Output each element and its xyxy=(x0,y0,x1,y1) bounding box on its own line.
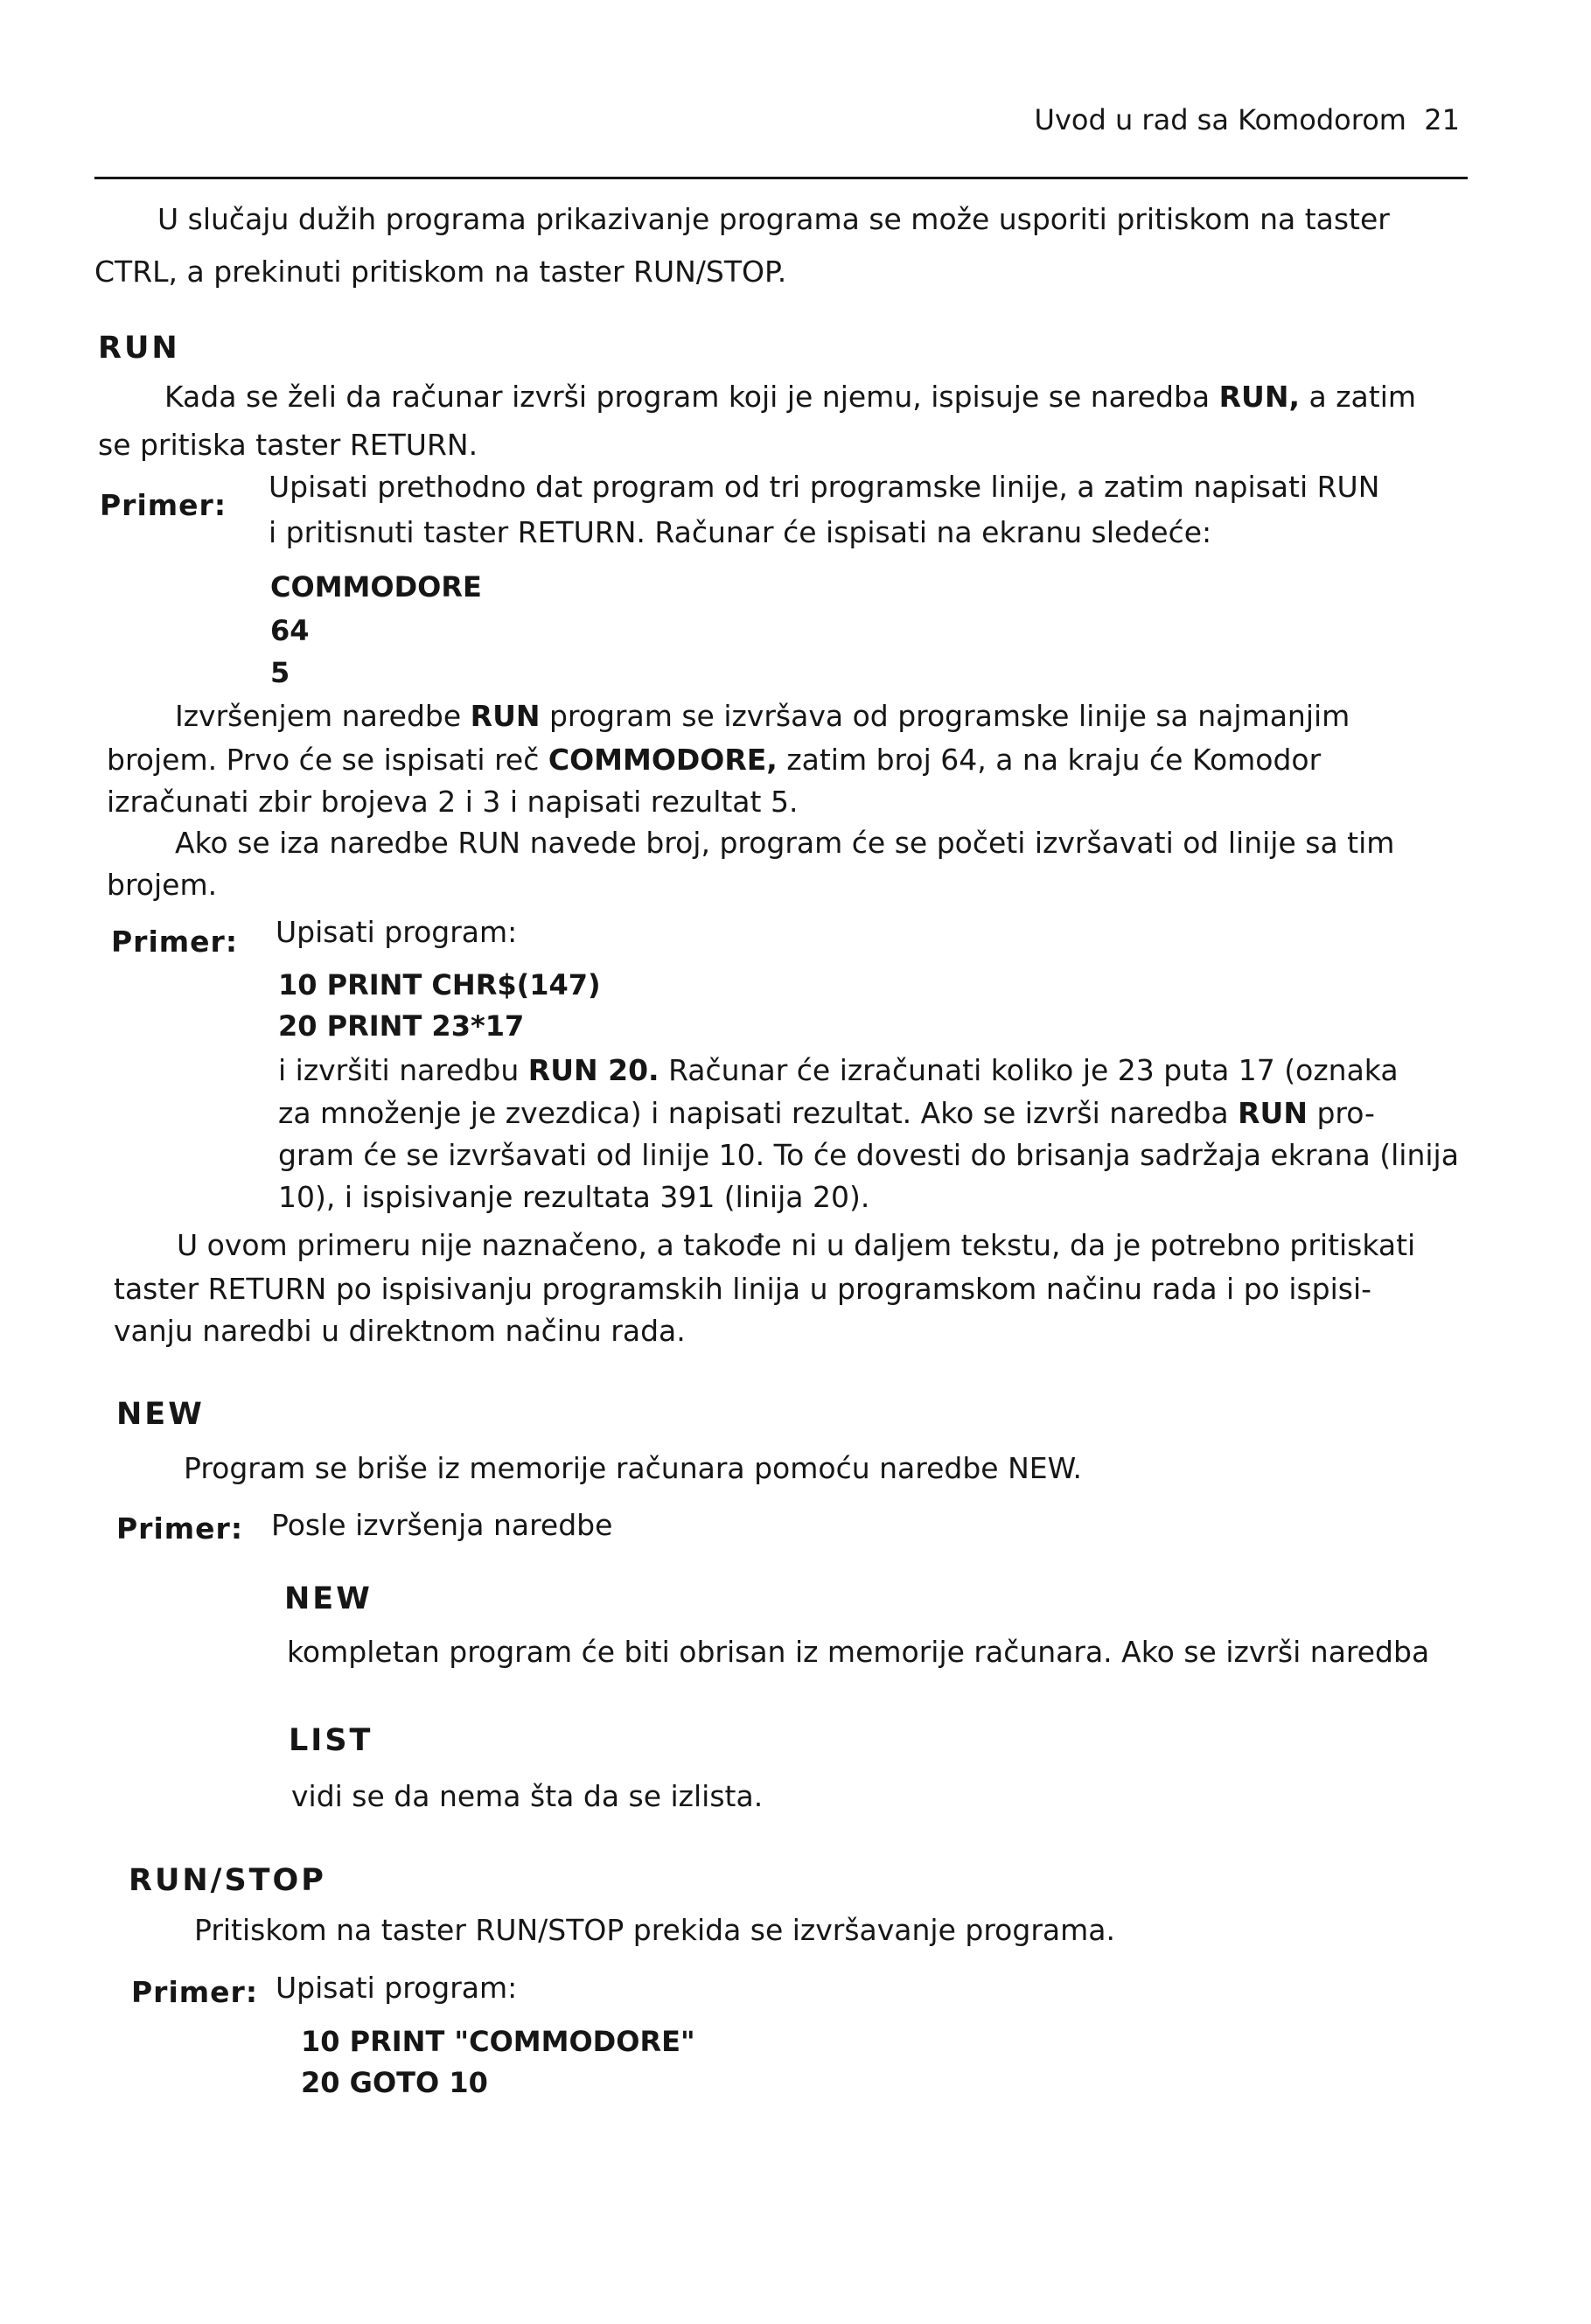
ctrl-note-line-2: CTRL, a prekinuti pritiskom na taster RUN/STOP. xyxy=(94,255,787,289)
run-example2-line-1 xyxy=(278,1054,1399,1087)
run-para-line-3: izračunati zbir brojeva 2 i 3 i napisati rezultat 5. xyxy=(107,785,799,819)
run-example-line-2: i pritisnuti taster RETURN. Računar će ispisati na ekranu sledeće: xyxy=(269,515,1212,549)
example-intro: Posle izvršenja naredbe xyxy=(271,1508,613,1542)
run-heading: RUN xyxy=(98,331,180,366)
note-line-2: taster RETURN po ispisivanju programskih linija u programskom načinu rada i po ispisi- xyxy=(114,1272,1372,1306)
commodore-keyword: COMMODORE, xyxy=(548,743,778,777)
output-line: 64 xyxy=(270,614,310,647)
code-line: 20 PRINT 23*17 xyxy=(278,1009,525,1043)
example-intro: Upisati program: xyxy=(276,915,518,949)
run-desc-line-2: se pritiska taster RETURN. xyxy=(98,428,478,462)
run-keyword: RUN xyxy=(470,699,541,733)
example-label: Primer: xyxy=(131,1975,259,2009)
run-para-line-2 xyxy=(107,743,1321,777)
text: i izvršiti naredbu xyxy=(278,1053,520,1087)
run-desc-tail: a zatim xyxy=(1308,380,1417,414)
header-rule xyxy=(94,177,1468,179)
text: za množenje je zvezdica) i napisati rezultat. Ako se izvrši naredba xyxy=(278,1096,1229,1130)
note-line-1: U ovom primeru nije naznačeno, a takođe ni u daljem tekstu, da je potrebno pritiskati xyxy=(177,1228,1416,1262)
run-keyword: RUN 20. xyxy=(527,1053,659,1087)
new-example-line: kompletan program će biti obrisan iz memorije računara. Ako se izvrši naredba xyxy=(287,1635,1430,1669)
run-example-line-1: Upisati prethodno dat program od tri programske linije, a zatim napisati RUN xyxy=(269,470,1380,504)
code-line: 10 PRINT CHR$(147) xyxy=(278,968,601,1001)
output-line: 5 xyxy=(270,656,290,689)
example-intro: Upisati program: xyxy=(276,1971,518,2005)
text: Računar će izračunati koliko je 23 puta 17 (oznaka xyxy=(668,1053,1399,1087)
example-label: Primer: xyxy=(111,925,239,959)
new-heading: NEW xyxy=(116,1397,205,1432)
runstop-heading: RUN/STOP xyxy=(129,1863,326,1898)
page-number: 21 xyxy=(1424,103,1460,136)
text: program se izvršava od programske linije sa najmanjim xyxy=(548,699,1350,733)
example-label: Primer: xyxy=(116,1511,244,1546)
text: pro- xyxy=(1316,1096,1375,1130)
run-example2-line-4: 10), i ispisivanje rezultata 391 (linija 20). xyxy=(278,1180,870,1214)
running-header xyxy=(1035,103,1460,136)
run-desc-text: Kada se želi da računar izvrši program koji je njemu, ispisuje se naredba xyxy=(164,380,1211,414)
run-example2-line-3: gram će se izvršavati od linije 10. To će dovesti do brisanja sadržaja ekrana (linija xyxy=(278,1138,1459,1172)
run-para-line-1 xyxy=(175,700,1350,733)
text: zatim broj 64, a na kraju će Komodor xyxy=(786,743,1322,777)
runstop-desc: Pritiskom na taster RUN/STOP prekida se izvršavanje programa. xyxy=(194,1913,1115,1947)
new-example-end: vidi se da nema šta da se izlista. xyxy=(291,1779,764,1813)
example-label: Primer: xyxy=(100,488,227,522)
code-line: 20 GOTO 10 xyxy=(301,2066,488,2099)
run-keyword: RUN, xyxy=(1218,380,1301,414)
code-line: 10 PRINT "COMMODORE" xyxy=(301,2025,695,2058)
new-command: NEW xyxy=(284,1581,373,1616)
list-command: LIST xyxy=(289,1723,373,1758)
text: Izvršenjem naredbe xyxy=(175,699,462,733)
output-line: COMMODORE xyxy=(270,570,482,604)
new-desc: Program se briše iz memorije računara pomoću naredbe NEW. xyxy=(184,1451,1082,1485)
run-keyword: RUN xyxy=(1238,1096,1308,1130)
run-example2-line-2 xyxy=(278,1097,1375,1130)
text: brojem. Prvo će se ispisati reč xyxy=(107,743,540,777)
run-para2-line-1: Ako se iza naredbe RUN navede broj, program će se početi izvršavati od linije sa tim xyxy=(175,826,1395,860)
running-title: Uvod u rad sa Komodorom xyxy=(1034,103,1406,136)
ctrl-note-line-1: U slučaju dužih programa prikazivanje programa se može usporiti pritiskom na taster xyxy=(157,202,1390,236)
note-line-3: vanju naredbi u direktnom načinu rada. xyxy=(114,1314,686,1348)
run-para2-line-2: brojem. xyxy=(107,868,218,902)
run-desc-line-1 xyxy=(164,380,1416,414)
